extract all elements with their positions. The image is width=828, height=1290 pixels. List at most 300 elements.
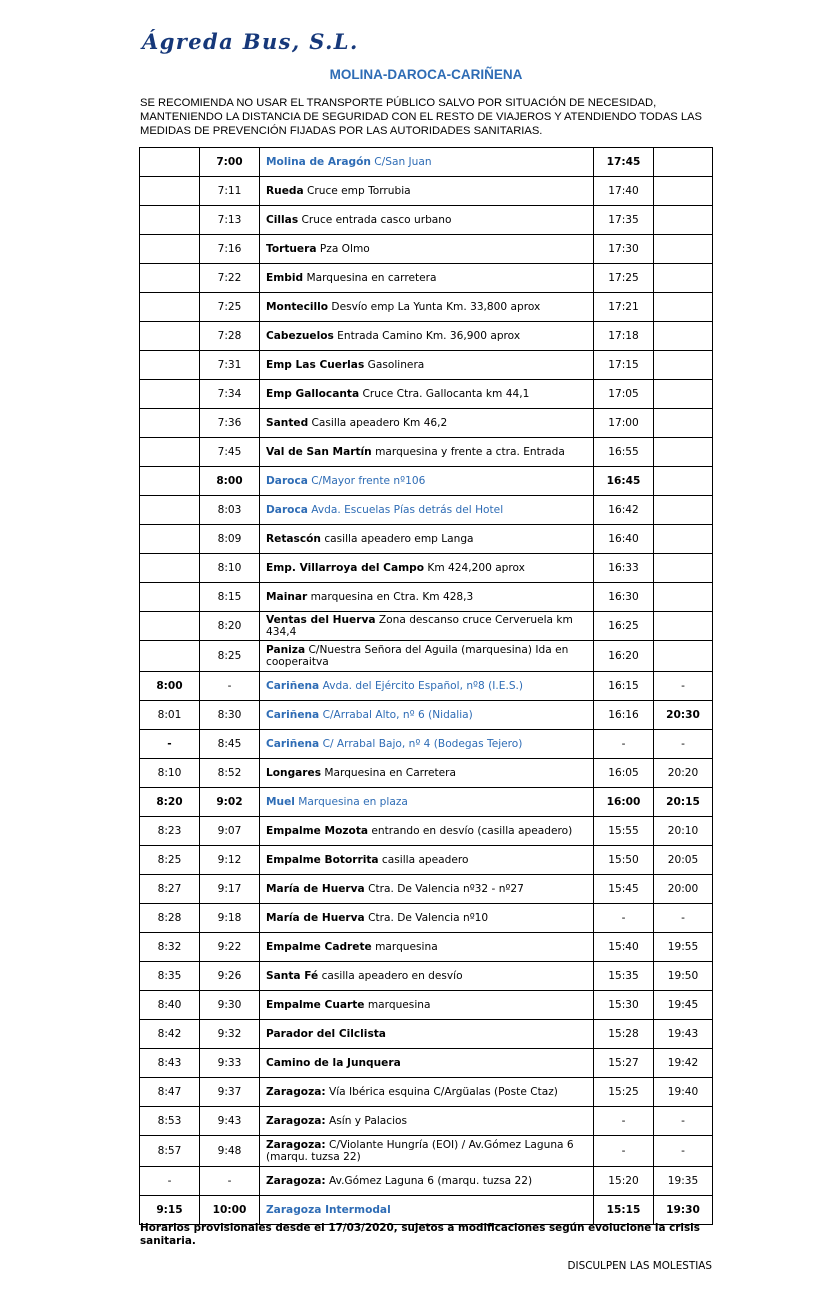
stop-name: Retascón: [266, 533, 321, 545]
time-cell-col2: 7:16: [200, 235, 260, 264]
stop-cell: [260, 438, 594, 467]
time-cell-col4: 17:45: [594, 148, 654, 177]
time-cell-col2: 9:37: [200, 1078, 260, 1107]
time-cell-col5: [654, 322, 713, 351]
stop-description: Pza Olmo: [316, 243, 370, 255]
route-title: MOLINA-DAROCA-CARIÑENA: [329, 67, 523, 82]
time-cell-col1: [140, 206, 200, 235]
time-cell-col2: 7:34: [200, 380, 260, 409]
time-cell-col4: 17:30: [594, 235, 654, 264]
table-row: [140, 525, 713, 554]
stop-cell: [260, 759, 594, 788]
stop-name: Cillas: [266, 214, 299, 226]
table-row: [140, 759, 713, 788]
time-cell-col1: [140, 264, 200, 293]
time-cell-col2: 7:22: [200, 264, 260, 293]
time-cell-col1: [140, 293, 200, 322]
time-cell-col5: 19:55: [654, 933, 713, 962]
time-cell-col2: 7:45: [200, 438, 260, 467]
stop-description: Ctra. De Valencia nº10: [364, 912, 489, 924]
time-cell-col4: 16:45: [594, 467, 654, 496]
time-cell-col5: -: [654, 672, 713, 701]
table-row: [140, 293, 713, 322]
time-cell-col1: [140, 467, 200, 496]
time-cell-col1: 8:01: [140, 701, 200, 730]
time-cell-col1: 8:27: [140, 875, 200, 904]
time-cell-col5: [654, 235, 713, 264]
stop-description: casilla apeadero emp Langa: [320, 533, 474, 545]
time-cell-col1: 8:20: [140, 788, 200, 817]
stop-name: Daroca: [266, 504, 308, 516]
timetable-body: [140, 148, 713, 1225]
time-cell-col5: 19:42: [654, 1049, 713, 1078]
time-cell-col5: [654, 612, 713, 641]
time-cell-col5: [654, 264, 713, 293]
time-cell-col5: 20:10: [654, 817, 713, 846]
time-cell-col5: [654, 351, 713, 380]
time-cell-col1: [140, 612, 200, 641]
time-cell-col5: [654, 554, 713, 583]
time-cell-col4: 15:20: [594, 1167, 654, 1196]
time-cell-col2: 10:00: [200, 1196, 260, 1225]
time-cell-col4: 15:28: [594, 1020, 654, 1049]
time-cell-col4: 16:55: [594, 438, 654, 467]
table-row: [140, 991, 713, 1020]
stop-name: Tortuera: [266, 243, 317, 255]
stop-cell: [260, 1136, 594, 1167]
table-row: [140, 701, 713, 730]
table-row: [140, 438, 713, 467]
time-cell-col2: 9:07: [200, 817, 260, 846]
table-row: [140, 1020, 713, 1049]
table-row: [140, 933, 713, 962]
time-cell-col2: 7:31: [200, 351, 260, 380]
time-cell-col1: [140, 148, 200, 177]
time-cell-col2: 8:52: [200, 759, 260, 788]
time-cell-col4: 17:35: [594, 206, 654, 235]
time-cell-col2: 9:32: [200, 1020, 260, 1049]
stop-name: Parador del Cilclista: [266, 1028, 386, 1040]
stop-description: Vía Ibérica esquina C/Argüalas (Poste Ctaz): [325, 1086, 558, 1098]
stop-name: María de Huerva: [266, 883, 365, 895]
time-cell-col2: 8:10: [200, 554, 260, 583]
stop-name: Cariñena: [266, 709, 320, 721]
time-cell-col1: [140, 235, 200, 264]
time-cell-col5: [654, 583, 713, 612]
time-cell-col4: 15:30: [594, 991, 654, 1020]
time-cell-col4: 15:25: [594, 1078, 654, 1107]
stop-description: C/ Arrabal Bajo, nº 4 (Bodegas Tejero): [319, 738, 523, 750]
time-cell-col5: [654, 496, 713, 525]
stop-cell: [260, 467, 594, 496]
apology-text: DISCULPEN LAS MOLESTIAS: [567, 1260, 712, 1272]
time-cell-col5: 20:05: [654, 846, 713, 875]
time-cell-col2: 8:15: [200, 583, 260, 612]
stop-cell: [260, 409, 594, 438]
stop-cell: [260, 206, 594, 235]
time-cell-col2: 9:17: [200, 875, 260, 904]
stop-description: marquesina: [371, 941, 438, 953]
stop-description: Avda. Escuelas Pías detrás del Hotel: [307, 504, 504, 516]
time-cell-col5: 20:00: [654, 875, 713, 904]
time-cell-col2: 9:43: [200, 1107, 260, 1136]
stop-description: C/Arrabal Alto, nº 6 (Nidalia): [319, 709, 473, 721]
stop-name: Molina de Aragón: [266, 156, 371, 168]
stop-cell: [260, 322, 594, 351]
stop-name: Zaragoza:: [266, 1086, 326, 1098]
time-cell-col1: 8:35: [140, 962, 200, 991]
time-cell-col1: [140, 583, 200, 612]
stop-name: Emp Gallocanta: [266, 388, 360, 400]
stop-name: Santed: [266, 417, 309, 429]
time-cell-col4: 16:33: [594, 554, 654, 583]
stop-description: C/Nuestra Señora del Aguila (marquesina) Ida en cooperaitva: [266, 644, 569, 668]
stop-cell: [260, 148, 594, 177]
table-row: [140, 875, 713, 904]
stop-name: Empalme Cuarte: [266, 999, 365, 1011]
time-cell-col1: 9:15: [140, 1196, 200, 1225]
table-row: [140, 496, 713, 525]
stop-cell: [260, 1049, 594, 1078]
time-cell-col1: [140, 177, 200, 206]
time-cell-col2: 8:20: [200, 612, 260, 641]
table-row: [140, 177, 713, 206]
time-cell-col5: 19:50: [654, 962, 713, 991]
time-cell-col2: 8:45: [200, 730, 260, 759]
time-cell-col4: 16:30: [594, 583, 654, 612]
stop-name: Emp. Villarroya del Campo: [266, 562, 425, 574]
stop-name: Paniza: [266, 644, 306, 656]
stop-cell: [260, 554, 594, 583]
time-cell-col5: [654, 380, 713, 409]
time-cell-col5: [654, 148, 713, 177]
stop-cell: [260, 496, 594, 525]
table-row: [140, 904, 713, 933]
time-cell-col4: 15:55: [594, 817, 654, 846]
time-cell-col2: 9:26: [200, 962, 260, 991]
stop-description: Entrada Camino Km. 36,900 aprox: [333, 330, 521, 342]
time-cell-col2: 7:25: [200, 293, 260, 322]
time-cell-col2: 9:02: [200, 788, 260, 817]
time-cell-col5: 19:40: [654, 1078, 713, 1107]
time-cell-col1: [140, 641, 200, 672]
table-row: [140, 817, 713, 846]
time-cell-col4: 15:45: [594, 875, 654, 904]
stop-description: Marquesina en Carretera: [321, 767, 457, 779]
stop-name: Zaragoza:: [266, 1115, 326, 1127]
stop-description: Ctra. De Valencia nº32 - nº27: [364, 883, 524, 895]
time-cell-col1: [140, 409, 200, 438]
time-cell-col5: 19:35: [654, 1167, 713, 1196]
stop-description: marquesina: [364, 999, 431, 1011]
table-row: [140, 1049, 713, 1078]
stop-name: Embid: [266, 272, 304, 284]
time-cell-col4: 17:18: [594, 322, 654, 351]
time-cell-col1: 8:57: [140, 1136, 200, 1167]
stop-name: Longares: [266, 767, 322, 779]
time-cell-col1: 8:42: [140, 1020, 200, 1049]
time-cell-col4: 17:25: [594, 264, 654, 293]
time-cell-col1: 8:28: [140, 904, 200, 933]
table-row: [140, 612, 713, 641]
time-cell-col2: 8:30: [200, 701, 260, 730]
stop-cell: [260, 1196, 594, 1225]
time-cell-col1: 8:00: [140, 672, 200, 701]
table-row: [140, 380, 713, 409]
stop-description: Zona descanso cruce Cerveruela km 434,4: [266, 614, 573, 638]
provisional-schedule-note: Horarios provisionales desde el 17/03/2020, sujetos a modificaciones según evolucione la crisis sanitaria.: [140, 1222, 700, 1247]
stop-cell: [260, 991, 594, 1020]
stop-cell: [260, 788, 594, 817]
time-cell-col1: 8:25: [140, 846, 200, 875]
stop-description: Casilla apeadero Km 46,2: [308, 417, 448, 429]
stop-cell: [260, 264, 594, 293]
time-cell-col2: 7:13: [200, 206, 260, 235]
table-row: [140, 467, 713, 496]
stop-cell: [260, 583, 594, 612]
time-cell-col5: [654, 409, 713, 438]
stop-name: Santa Fé: [266, 970, 319, 982]
time-cell-col1: -: [140, 730, 200, 759]
time-cell-col1: 8:40: [140, 991, 200, 1020]
time-cell-col5: -: [654, 1136, 713, 1167]
table-row: [140, 672, 713, 701]
time-cell-col1: [140, 496, 200, 525]
time-cell-col4: -: [594, 730, 654, 759]
stop-description: Desvío emp La Yunta Km. 33,800 aprox: [328, 301, 541, 313]
stop-description: casilla apeadero en desvío: [318, 970, 463, 982]
time-cell-col5: 19:43: [654, 1020, 713, 1049]
stop-description: casilla apeadero: [378, 854, 469, 866]
table-row: [140, 846, 713, 875]
time-cell-col2: 7:00: [200, 148, 260, 177]
stop-description: Avda. del Ejército Español, nº8 (I.E.S.): [319, 680, 524, 692]
time-cell-col2: -: [200, 672, 260, 701]
time-cell-col5: 19:30: [654, 1196, 713, 1225]
time-cell-col4: -: [594, 1136, 654, 1167]
time-cell-col1: -: [140, 1167, 200, 1196]
stop-name: Cariñena: [266, 738, 320, 750]
time-cell-col1: 8:10: [140, 759, 200, 788]
time-cell-col5: [654, 467, 713, 496]
time-cell-col4: 15:15: [594, 1196, 654, 1225]
table-row: [140, 1136, 713, 1167]
stop-name: Empalme Cadrete: [266, 941, 372, 953]
time-cell-col4: 16:00: [594, 788, 654, 817]
time-cell-col2: 9:22: [200, 933, 260, 962]
safety-notice: SE RECOMIENDA NO USAR EL TRANSPORTE PÚBLICO SALVO POR SITUACIÓN DE NECESIDAD, MANTENIENDO LA DISTANCIA DE SEGURIDAD CON EL RESTO DE VIAJEROS Y ATENDIENDO TODAS LAS MEDIDAS DE PREVENCIÓN FIJADAS POR LAS AUTORIDADES SANITARIAS.: [140, 97, 702, 137]
time-cell-col4: 16:40: [594, 525, 654, 554]
stop-name: Emp Las Cuerlas: [266, 359, 365, 371]
stop-cell: [260, 1107, 594, 1136]
time-cell-col4: 17:40: [594, 177, 654, 206]
stop-description: Marquesina en plaza: [294, 796, 408, 808]
stop-name: Val de San Martín: [266, 446, 372, 458]
time-cell-col1: 8:43: [140, 1049, 200, 1078]
time-cell-col5: 20:15: [654, 788, 713, 817]
time-cell-col2: 8:00: [200, 467, 260, 496]
time-cell-col2: 7:11: [200, 177, 260, 206]
table-row: [140, 1107, 713, 1136]
stop-name: Cabezuelos: [266, 330, 334, 342]
time-cell-col5: [654, 438, 713, 467]
table-row: [140, 322, 713, 351]
stop-description: C/San Juan: [370, 156, 432, 168]
stop-name: Empalme Mozota: [266, 825, 369, 837]
table-row: [140, 148, 713, 177]
stop-name: Zaragoza:: [266, 1175, 326, 1187]
time-cell-col2: -: [200, 1167, 260, 1196]
timetable: [139, 147, 713, 1225]
stop-cell: [260, 962, 594, 991]
stop-description: C/Mayor frente nº106: [307, 475, 426, 487]
time-cell-col5: [654, 525, 713, 554]
time-cell-col5: -: [654, 730, 713, 759]
stop-name: Zaragoza:: [266, 1139, 326, 1151]
stop-cell: [260, 1167, 594, 1196]
stop-cell: [260, 846, 594, 875]
time-cell-col1: [140, 351, 200, 380]
time-cell-col5: 20:30: [654, 701, 713, 730]
stop-cell: [260, 235, 594, 264]
table-row: [140, 1196, 713, 1225]
time-cell-col2: 9:30: [200, 991, 260, 1020]
time-cell-col2: 7:36: [200, 409, 260, 438]
time-cell-col1: 8:53: [140, 1107, 200, 1136]
time-cell-col4: 16:20: [594, 641, 654, 672]
time-cell-col4: 17:15: [594, 351, 654, 380]
time-cell-col5: [654, 641, 713, 672]
time-cell-col1: 8:47: [140, 1078, 200, 1107]
table-row: [140, 235, 713, 264]
table-row: [140, 206, 713, 235]
time-cell-col4: 15:27: [594, 1049, 654, 1078]
stop-description: Gasolinera: [364, 359, 425, 371]
time-cell-col4: 16:15: [594, 672, 654, 701]
stop-cell: [260, 730, 594, 759]
stop-description: Asín y Palacios: [325, 1115, 408, 1127]
table-row: [140, 264, 713, 293]
table-row: [140, 1167, 713, 1196]
time-cell-col5: 19:45: [654, 991, 713, 1020]
time-cell-col4: 15:50: [594, 846, 654, 875]
table-row: [140, 351, 713, 380]
stop-cell: [260, 525, 594, 554]
time-cell-col5: [654, 206, 713, 235]
stop-name: Rueda: [266, 185, 304, 197]
table-row: [140, 583, 713, 612]
stop-cell: [260, 612, 594, 641]
stop-cell: [260, 293, 594, 322]
time-cell-col2: 9:12: [200, 846, 260, 875]
stop-cell: [260, 641, 594, 672]
stop-name: Cariñena: [266, 680, 320, 692]
stop-description: marquesina y frente a ctra. Entrada: [371, 446, 565, 458]
time-cell-col1: [140, 322, 200, 351]
stop-name: Muel: [266, 796, 295, 808]
stop-cell: [260, 380, 594, 409]
company-logo: Ágreda Bus, S.L.: [142, 29, 359, 54]
stop-description: Km 424,200 aprox: [424, 562, 525, 574]
stop-cell: [260, 1078, 594, 1107]
time-cell-col4: 15:35: [594, 962, 654, 991]
time-cell-col4: 15:40: [594, 933, 654, 962]
table-row: [140, 1078, 713, 1107]
time-cell-col1: 8:32: [140, 933, 200, 962]
stop-cell: [260, 177, 594, 206]
stop-name: Zaragoza Intermodal: [266, 1204, 391, 1216]
stop-description: entrando en desvío (casilla apeadero): [368, 825, 573, 837]
time-cell-col5: [654, 293, 713, 322]
time-cell-col2: 7:28: [200, 322, 260, 351]
stop-description: Cruce Ctra. Gallocanta km 44,1: [359, 388, 530, 400]
stop-description: Cruce entrada casco urbano: [298, 214, 452, 226]
time-cell-col5: [654, 177, 713, 206]
stop-name: Empalme Botorrita: [266, 854, 379, 866]
time-cell-col1: [140, 438, 200, 467]
time-cell-col4: 16:42: [594, 496, 654, 525]
stop-description: marquesina en Ctra. Km 428,3: [307, 591, 474, 603]
stop-description: Av.Gómez Laguna 6 (marqu. tuzsa 22): [325, 1175, 533, 1187]
stop-cell: [260, 1020, 594, 1049]
table-row: [140, 409, 713, 438]
stop-cell: [260, 817, 594, 846]
time-cell-col5: -: [654, 1107, 713, 1136]
stop-description: Cruce emp Torrubia: [303, 185, 411, 197]
table-row: [140, 788, 713, 817]
table-row: [140, 962, 713, 991]
stop-name: Montecillo: [266, 301, 329, 313]
stop-name: María de Huerva: [266, 912, 365, 924]
stop-name: Camino de la Junquera: [266, 1057, 401, 1069]
time-cell-col4: 17:00: [594, 409, 654, 438]
time-cell-col1: [140, 525, 200, 554]
stop-name: Daroca: [266, 475, 308, 487]
time-cell-col2: 9:18: [200, 904, 260, 933]
stop-cell: [260, 351, 594, 380]
time-cell-col4: -: [594, 904, 654, 933]
time-cell-col2: 8:25: [200, 641, 260, 672]
time-cell-col4: 16:25: [594, 612, 654, 641]
stop-cell: [260, 701, 594, 730]
stop-description: C/Violante Hungría (EOI) / Av.Gómez Laguna 6 (marqu. tuzsa 22): [266, 1139, 574, 1163]
time-cell-col4: 16:16: [594, 701, 654, 730]
time-cell-col2: 9:33: [200, 1049, 260, 1078]
table-row: [140, 641, 713, 672]
time-cell-col5: 20:20: [654, 759, 713, 788]
stop-cell: [260, 672, 594, 701]
time-cell-col4: 17:21: [594, 293, 654, 322]
stop-cell: [260, 875, 594, 904]
time-cell-col4: -: [594, 1107, 654, 1136]
time-cell-col1: [140, 554, 200, 583]
time-cell-col5: -: [654, 904, 713, 933]
table-row: [140, 554, 713, 583]
time-cell-col2: 8:09: [200, 525, 260, 554]
stop-cell: [260, 933, 594, 962]
time-cell-col2: 9:48: [200, 1136, 260, 1167]
stop-name: Mainar: [266, 591, 308, 603]
table-row: [140, 730, 713, 759]
stop-cell: [260, 904, 594, 933]
time-cell-col1: [140, 380, 200, 409]
time-cell-col1: 8:23: [140, 817, 200, 846]
time-cell-col4: 17:05: [594, 380, 654, 409]
stop-name: Ventas del Huerva: [266, 614, 376, 626]
stop-description: Marquesina en carretera: [303, 272, 437, 284]
time-cell-col2: 8:03: [200, 496, 260, 525]
time-cell-col4: 16:05: [594, 759, 654, 788]
